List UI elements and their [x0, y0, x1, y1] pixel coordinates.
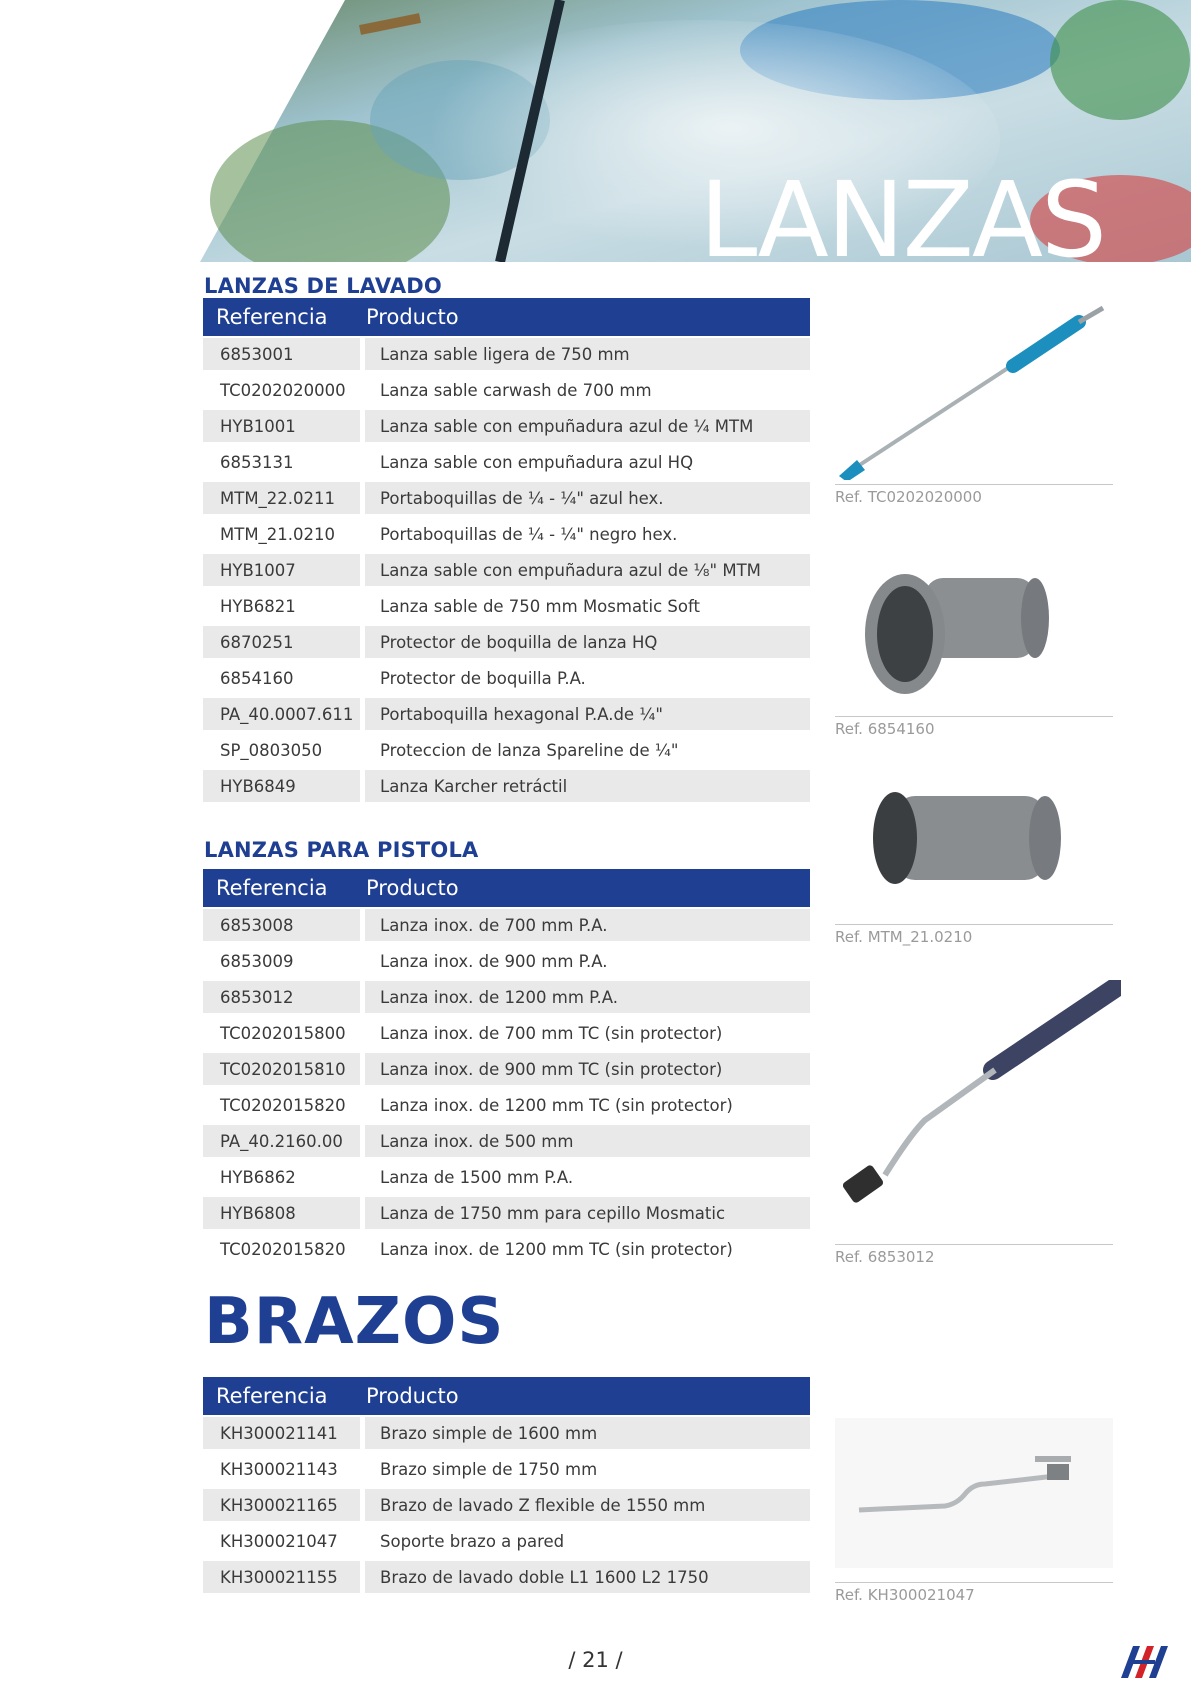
table-row: [203, 1523, 810, 1559]
table-pistola: [203, 869, 810, 1267]
col-header-product: Producto: [360, 298, 810, 336]
cell-product: Protector de boquilla P.A.: [360, 660, 810, 696]
product-image-lanza-inox: [835, 980, 1113, 1270]
table-row: [203, 1159, 810, 1195]
cell-ref: TC0202015810: [203, 1051, 360, 1087]
table-row: [203, 660, 810, 696]
table-row: [203, 732, 810, 768]
table-row: [203, 1051, 810, 1087]
product-image-brazo: [835, 1418, 1113, 1604]
col-header-ref: Referencia: [203, 298, 360, 336]
table-row: [203, 979, 810, 1015]
table-row: [203, 336, 810, 372]
cell-ref: TC0202020000: [203, 372, 360, 408]
cell-product: Lanza inox. de 1200 mm TC (sin protector): [360, 1087, 810, 1123]
cell-ref: KH300021047: [203, 1523, 360, 1559]
cell-product: Brazo de lavado doble L1 1600 L2 1750: [360, 1559, 810, 1595]
cell-product: Lanza sable con empuñadura azul de ¼ MTM: [360, 408, 810, 444]
table-row: [203, 408, 810, 444]
table-row: [203, 943, 810, 979]
cell-product: Lanza sable con empuñadura azul de ⅛" MTM: [360, 552, 810, 588]
table-row: [203, 1487, 810, 1523]
cell-ref: HYB1001: [203, 408, 360, 444]
cell-ref: 6853001: [203, 336, 360, 372]
cell-ref: 6853009: [203, 943, 360, 979]
image-ref: Ref. 6853012: [835, 1248, 935, 1266]
product-image-protector-pa: [835, 568, 1113, 738]
cell-ref: 6853012: [203, 979, 360, 1015]
cell-product: Lanza sable carwash de 700 mm: [360, 372, 810, 408]
cell-product: Lanza inox. de 1200 mm P.A.: [360, 979, 810, 1015]
cell-product: Brazo de lavado Z flexible de 1550 mm: [360, 1487, 810, 1523]
cell-product: Lanza inox. de 700 mm P.A.: [360, 907, 810, 943]
table-row: [203, 480, 810, 516]
cell-product: Lanza inox. de 900 mm TC (sin protector): [360, 1051, 810, 1087]
cell-ref: KH300021141: [203, 1415, 360, 1451]
divider: [835, 924, 1113, 925]
table-row: [203, 907, 810, 943]
table-row: [203, 1451, 810, 1487]
cell-product: Protector de boquilla de lanza HQ: [360, 624, 810, 660]
table-header: [203, 298, 810, 336]
section-title-pistola: LANZAS PARA PISTOLA: [204, 838, 479, 862]
brand-logo-icon: [1113, 1644, 1169, 1680]
cell-ref: MTM_22.0211: [203, 480, 360, 516]
cell-ref: MTM_21.0210: [203, 516, 360, 552]
table-row: [203, 1231, 810, 1267]
table-row: [203, 372, 810, 408]
hero-title: LANZAS: [699, 159, 1105, 262]
product-image-portaboquillas: [835, 778, 1113, 948]
table-row: [203, 624, 810, 660]
cell-ref: 6853008: [203, 907, 360, 943]
divider: [835, 1582, 1113, 1583]
cell-product: Lanza inox. de 900 mm P.A.: [360, 943, 810, 979]
divider: [835, 716, 1113, 717]
arm-image: [835, 1418, 1113, 1568]
cell-ref: HYB1007: [203, 552, 360, 588]
col-header-product: Producto: [360, 1377, 810, 1415]
image-ref: Ref. TC0202020000: [835, 488, 982, 506]
protector-image: [835, 568, 1113, 698]
image-ref: Ref. MTM_21.0210: [835, 928, 973, 946]
cell-product: Brazo simple de 1600 mm: [360, 1415, 810, 1451]
table-row: [203, 1559, 810, 1595]
cell-ref: PA_40.2160.00: [203, 1123, 360, 1159]
hero-banner: [0, 0, 1191, 262]
table-row: [203, 696, 810, 732]
cell-product: Lanza inox. de 700 mm TC (sin protector): [360, 1015, 810, 1051]
cell-product: Lanza inox. de 500 mm: [360, 1123, 810, 1159]
cell-product: Lanza sable de 750 mm Mosmatic Soft: [360, 588, 810, 624]
col-header-ref: Referencia: [203, 869, 360, 907]
divider: [835, 484, 1113, 485]
table-brazos: [203, 1377, 810, 1595]
cell-product: Lanza inox. de 1200 mm TC (sin protector): [360, 1231, 810, 1267]
table-row: [203, 444, 810, 480]
cell-product: Brazo simple de 1750 mm: [360, 1451, 810, 1487]
table-row: [203, 516, 810, 552]
table-row: [203, 552, 810, 588]
table-header: [203, 1377, 810, 1415]
image-ref: Ref. 6854160: [835, 720, 935, 738]
cell-product: Soporte brazo a pared: [360, 1523, 810, 1559]
cell-product: Lanza sable ligera de 750 mm: [360, 336, 810, 372]
table-row: [203, 1123, 810, 1159]
table-row: [203, 1195, 810, 1231]
col-header-ref: Referencia: [203, 1377, 360, 1415]
lance-image: [835, 300, 1113, 480]
page-number: / 21 /: [568, 1648, 623, 1672]
cell-ref: TC0202015800: [203, 1015, 360, 1051]
cell-ref: KH300021143: [203, 1451, 360, 1487]
cell-ref: 6870251: [203, 624, 360, 660]
table-row: [203, 1015, 810, 1051]
cell-ref: 6853131: [203, 444, 360, 480]
cell-ref: HYB6808: [203, 1195, 360, 1231]
cell-ref: HYB6821: [203, 588, 360, 624]
nozzle-holder-image: [835, 778, 1113, 908]
divider: [835, 1244, 1113, 1245]
cell-product: Portaboquilla hexagonal P.A.de ¼": [360, 696, 810, 732]
cell-ref: TC0202015820: [203, 1087, 360, 1123]
cell-product: Lanza sable con empuñadura azul HQ: [360, 444, 810, 480]
cell-ref: PA_40.0007.611: [203, 696, 360, 732]
table-row: [203, 768, 810, 804]
section-title-brazos: BRAZOS: [204, 1285, 505, 1359]
cell-product: Lanza de 1500 mm P.A.: [360, 1159, 810, 1195]
cell-product: Lanza de 1750 mm para cepillo Mosmatic: [360, 1195, 810, 1231]
col-header-product: Producto: [360, 869, 810, 907]
section-title-lavado: LANZAS DE LAVADO: [204, 274, 442, 298]
image-ref: Ref. KH300021047: [835, 1586, 975, 1604]
cell-ref: SP_0803050: [203, 732, 360, 768]
cell-product: Portaboquillas de ¼ - ¼" azul hex.: [360, 480, 810, 516]
table-header: [203, 869, 810, 907]
table-lavado: [203, 298, 810, 804]
cell-ref: KH300021155: [203, 1559, 360, 1595]
lance-inox-image: [835, 980, 1121, 1230]
table-row: [203, 588, 810, 624]
cell-ref: TC0202015820: [203, 1231, 360, 1267]
table-row: [203, 1087, 810, 1123]
table-row: [203, 1415, 810, 1451]
cell-ref: HYB6849: [203, 768, 360, 804]
cell-product: Lanza Karcher retráctil: [360, 768, 810, 804]
product-image-lanza-sable: [835, 300, 1113, 510]
cell-product: Proteccion de lanza Spareline de ¼": [360, 732, 810, 768]
cell-ref: KH300021165: [203, 1487, 360, 1523]
cell-product: Portaboquillas de ¼ - ¼" negro hex.: [360, 516, 810, 552]
cell-ref: HYB6862: [203, 1159, 360, 1195]
cell-ref: 6854160: [203, 660, 360, 696]
